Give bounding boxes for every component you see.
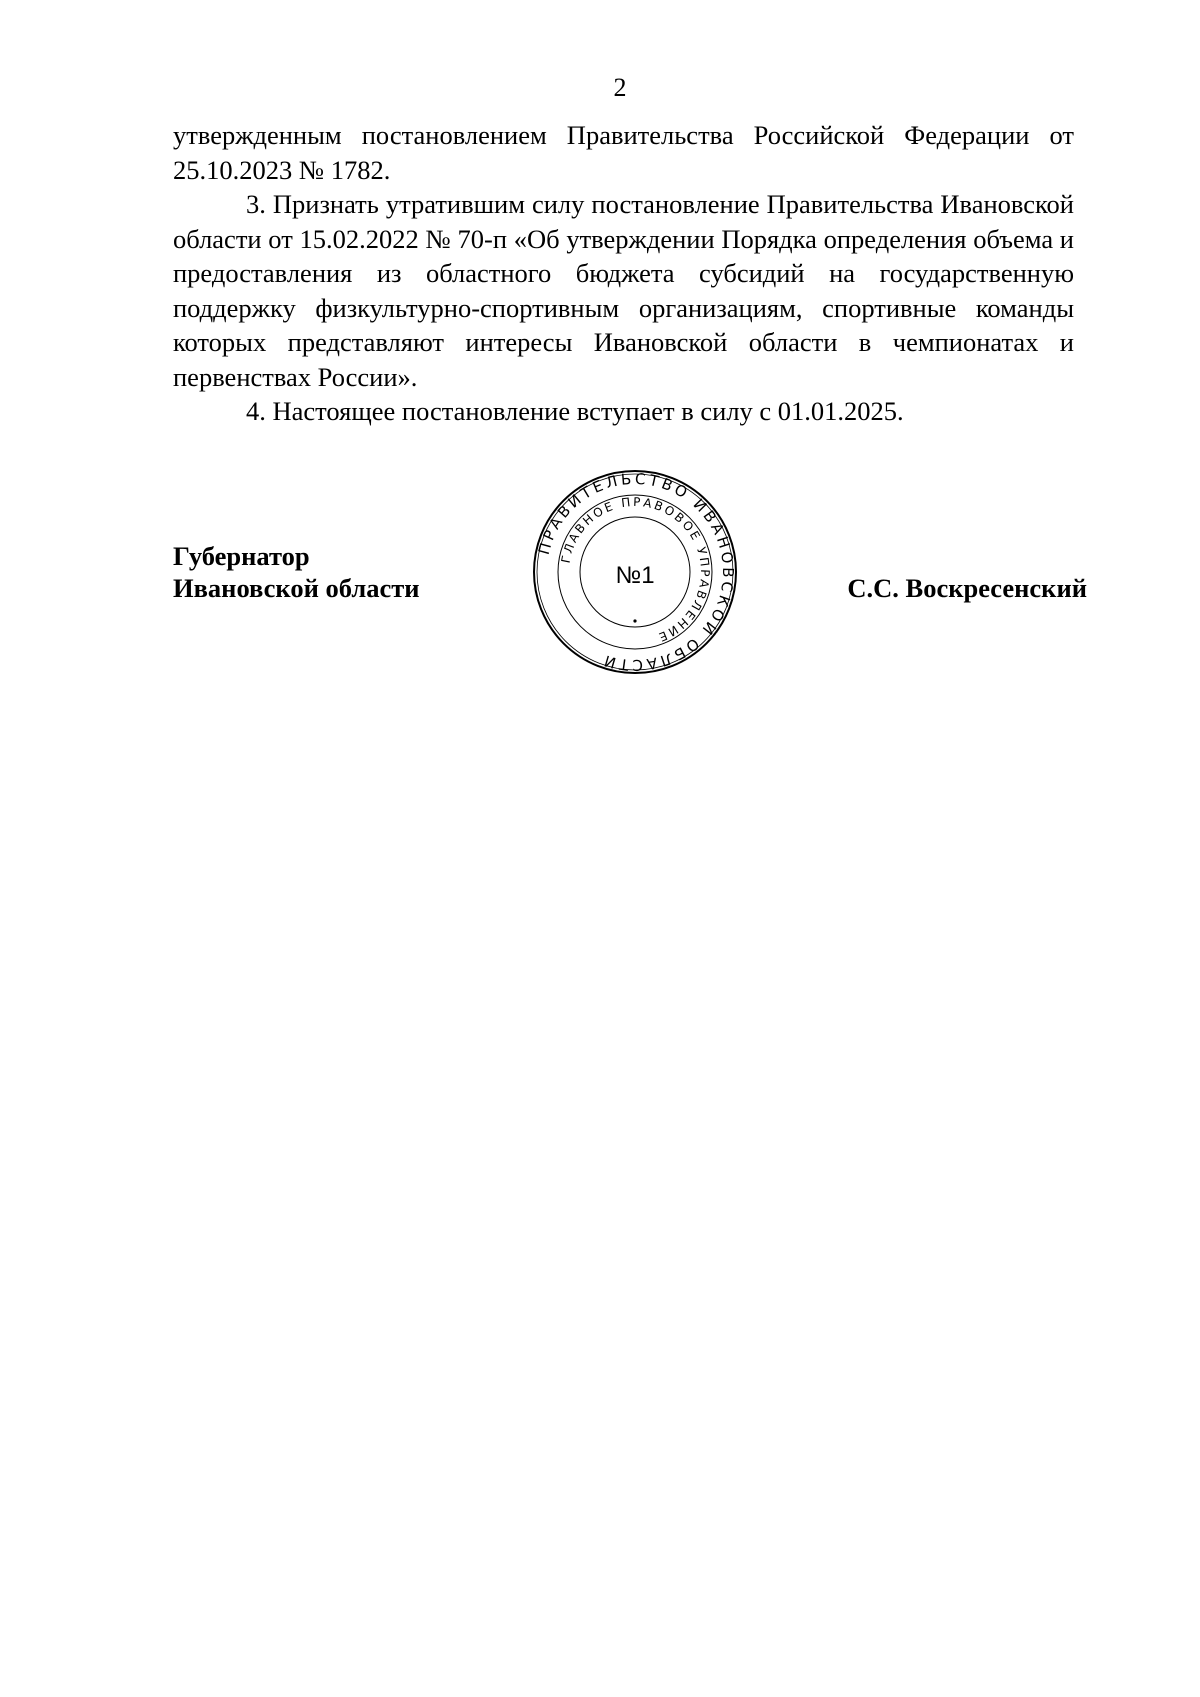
page-number: 2 [613, 73, 627, 102]
signatory-position-line1: Губернатор [173, 541, 310, 571]
paragraph-continuation: утвержденным постановлением Правительства Российской Федерации от 25.10.2023 № 1782. [173, 120, 1074, 185]
signatory-position [173, 540, 420, 604]
seal-center-dot [633, 619, 636, 622]
seal-inner-text: ГЛАВНОЕ ПРАВОВОЕ УПРАВЛЕНИЕ [558, 494, 713, 645]
seal-number: №1 [615, 562, 655, 589]
seal-stamp-graphic [530, 467, 740, 677]
paragraph-item-4: 4. Настоящее постановление вступает в силу с 01.01.2025. [246, 396, 904, 426]
document-body [173, 118, 1074, 429]
signatory-position-line2: Ивановской области [173, 573, 420, 603]
official-seal [530, 467, 740, 677]
paragraph-item-3: 3. Признать утратившим силу постановление Правительства Ивановской области от 15.02.2022 № 70-п «Об утверждении Порядка определения объема и предоставления из областного бюджета субсидий на государственную поддержку физкультурно-спортивным организациям, спортивные команды которых представляют интересы Ивановской области в чемпионатах и первенствах России». [173, 189, 1074, 392]
signatory-name: С.С. Воскресенский [847, 573, 1087, 603]
seal-outer-text: ПРАВИТЕЛЬСТВО ИВАНОВСКОЙ ОБЛАСТИ [534, 469, 738, 675]
